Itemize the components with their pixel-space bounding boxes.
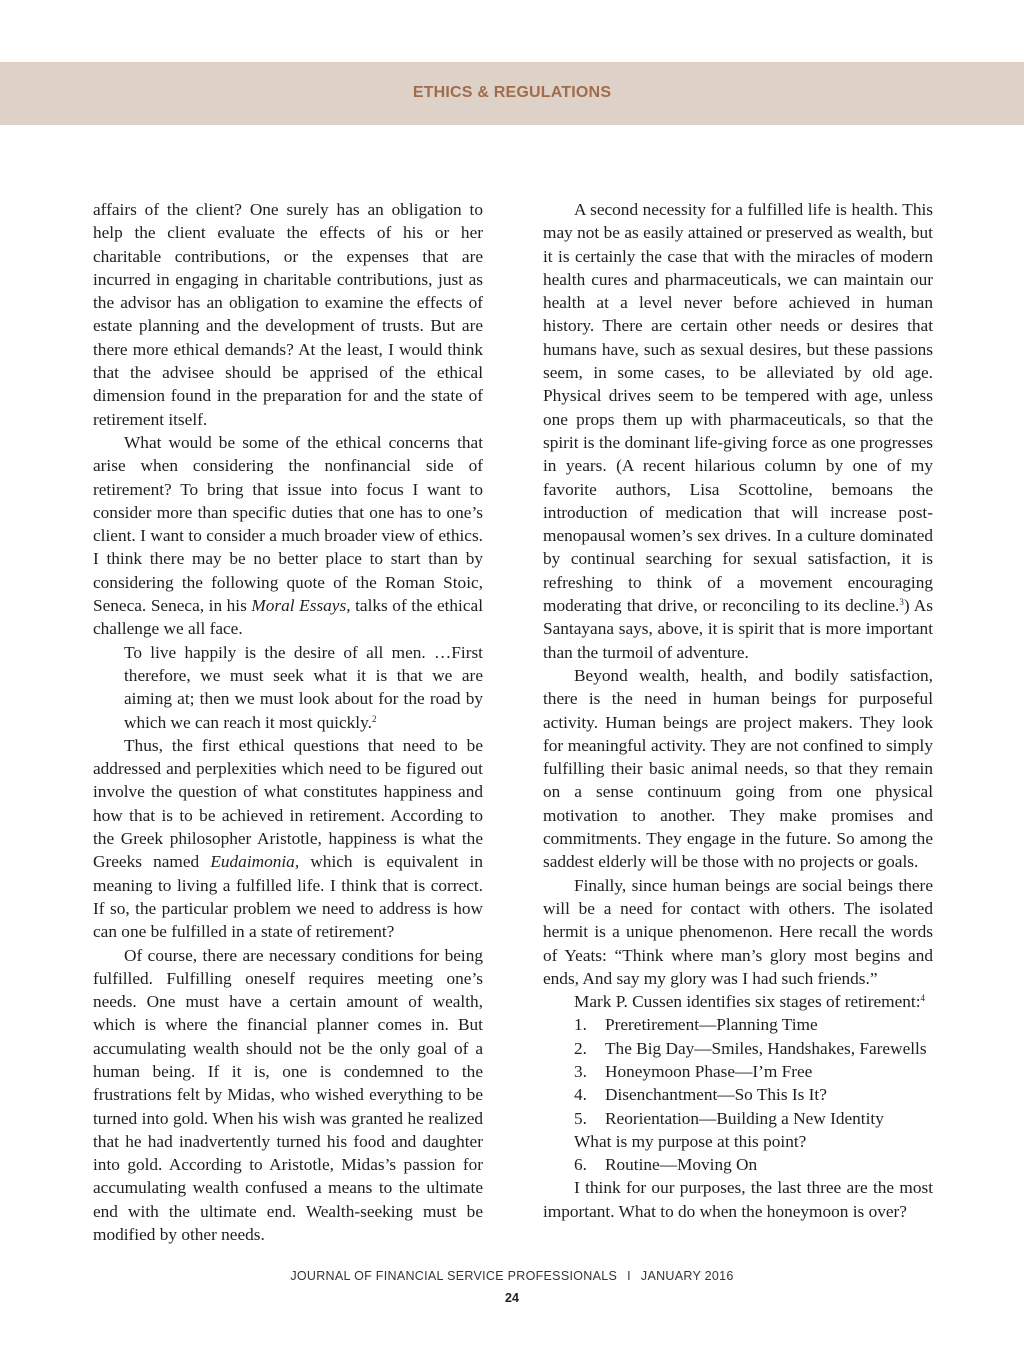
paragraph: Of course, there are necessary conditions for being fulfilled. Fulfilling oneself requires meeting one’s needs. One must have a certain amount of wealth, which is where the financial planner comes in. But accumulating wealth should not be the only goal of a human being. If it is, one is condemned to the frustrations felt by Midas, who wished everything to be turned into gold. When his wish was granted he realized that he had inadvertently turned his food and daughter into gold. According to Aristotle, Midas’s passion for accumulating wealth confused a means to the ultimate end with the ultimate end. Wealth-seeking must be modified by other needs.: [93, 945, 483, 1245]
right-column: [543, 198, 933, 1223]
paragraph: Finally, since human beings are social beings there will be a need for contact with others. The isolated hermit is a unique phenomenon. Here recall the words of Yeats: “Think where man’s glory most begins and ends, And say my glory was I had such friends.”: [543, 875, 933, 988]
list-item: 4. Disenchantment—So This Is It?: [574, 1085, 827, 1105]
footnote-ref: 4: [920, 993, 926, 1004]
paragraph: What would be some of the ethical concerns that arise when considering the nonfinancial side of retirement? To bring that issue into focus I want to consider more than specific duties that one has to one’s client. I want to consider a much broader view of ethics. I think there may be no better place to start than by considering the following quote of the Roman Stoic, Seneca. Seneca, in his Moral Essays, talks of the ethical challenge we all face.: [93, 432, 484, 639]
list-item: 3. Honeymoon Phase—I’m Free: [574, 1061, 813, 1081]
list-item-continuation: What is my purpose at this point?: [574, 1131, 807, 1151]
list-item: 6. Routine—Moving On: [574, 1155, 758, 1175]
journal-name: JOURNAL OF FINANCIAL SERVICE PROFESSIONALS: [290, 1269, 618, 1283]
footer-separator: I: [627, 1269, 631, 1283]
block-quote: To live happily is the desire of all men. …First therefore, we must seek what it is that we are aiming at; then we must look about for the road by which we can reach it most quickly.$^2$: [124, 642, 483, 732]
footnote-ref: 3: [899, 597, 904, 608]
paragraph: affairs of the client? One surely has an obligation to help the client evaluate the effects of his or her charitable contributions, or the expenses that are incurred in engaging in charitable contributions, just as the advisor has an obligation to examine the effects of estate planning and the development of trusts. But are there more ethical demands? At the least, I would think that the advisee should be apprised of the ethical dimension found in the preparation for and the state of retirement itself.: [93, 200, 483, 429]
list-item: 2. The Big Day—Smiles, Handshakes, Farewells: [574, 1038, 927, 1058]
list-item: 5. Reorientation—Building a New Identity: [574, 1108, 884, 1128]
issue-date: JANUARY 2016: [640, 1269, 734, 1283]
paragraph: Thus, the first ethical questions that need to be addressed and perplexities which need to be figured out involve the question of what constitutes happiness and how that is to be achieved in retirement. According to the Greek philosopher Aristotle, happiness is what the Greeks named Eudaimonia, which is equivalent in meaning to living a fulfilled life. I think that is correct. If so, the particular problem we need to address is how can one be fulfilled in a state of retirement?: [93, 735, 483, 942]
running-footer: [0, 1269, 1024, 1283]
section-title: ETHICS & REGULATIONS: [412, 84, 612, 101]
paragraph: Mark P. Cussen identifies six stages of retirement:$^4$: [574, 992, 926, 1012]
book-title: Moral Essays,: [251, 596, 351, 616]
paragraph: Beyond wealth, health, and bodily satisfaction, there is the need in human beings for purposeful activity. Human beings are project makers. They look for meaningful activity. They are not confined to simply fulfilling their basic animal needs, so that they remain on a sense continuum going from one physical motivation to another. They make promises and commitments. They engage in the future. So among the saddest elderly will be those with no projects or goals.: [543, 665, 933, 872]
page-number: 24: [505, 1291, 519, 1305]
list-item: 1. Preretirement—Planning Time: [574, 1015, 818, 1035]
paragraph: A second necessity for a fulfilled life is health. This may not be as easily attained or preserved as wealth, but it is certainly the case that with the miracles of modern health cures and pharmaceuticals, we can maintain our health at a level never before achieved in human history. There are certain other needs or desires that humans have, such as sexual desires, but these passions seem, in some cases, to be alleviated by old age. Physical drives seem to be tempered with age, unless one props them up with pharmaceuticals, so that the spirit is the dominant life-giving force as one progresses in years. (A recent hilarious column by one of my favorite authors, Lisa Scottoline, bemoans the introduction of medication that will increase post-menopausal women’s sex drives. In a culture dominated by continual searching for sexual satisfaction, it is refreshing to think of a movement encouraging moderating that drive, or reconciling to its decline.$^3$) As Santayana says, above, it is spirit that is more important than the turmoil of adventure.: [543, 200, 933, 662]
greek-term: Eudaimonia,: [210, 852, 300, 872]
footnote-ref: 2: [371, 713, 377, 724]
left-column: [93, 198, 483, 1246]
paragraph: I think for our purposes, the last three are the most important. What to do when the honeymoon is over?: [543, 1178, 933, 1221]
